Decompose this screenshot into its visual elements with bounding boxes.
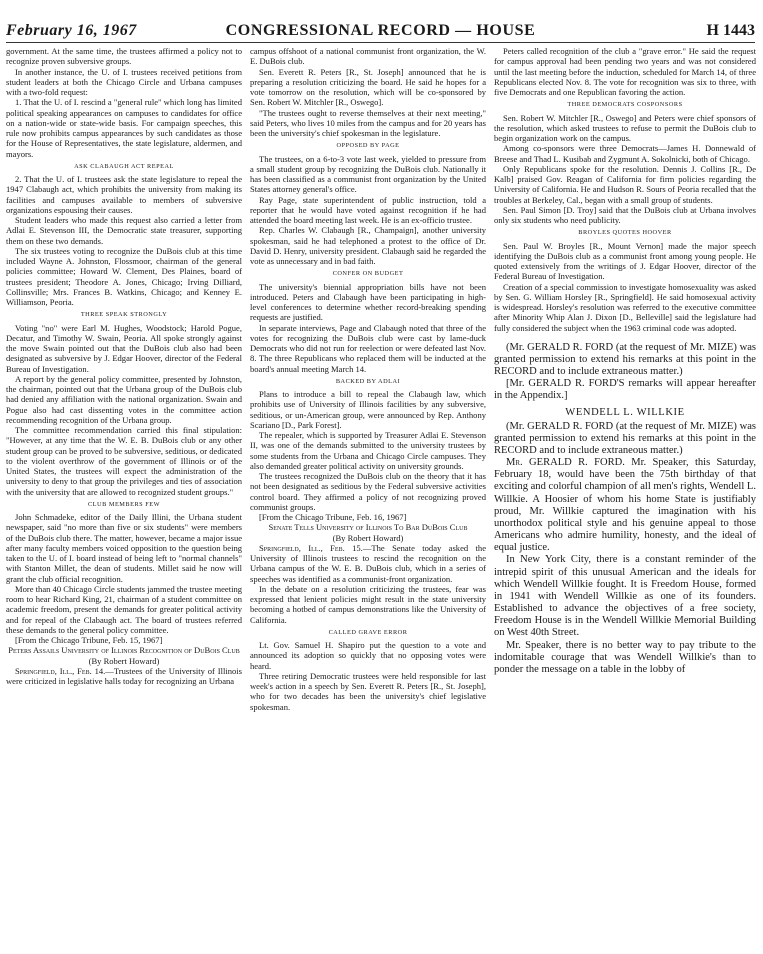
- paragraph: Ray Page, state superintendent of public instruction, told a reporter that he would have voted against recognition if he had attended the board meeting last week. He is an ex-officio trustee.: [250, 194, 486, 225]
- subheading: THREE DEMOCRATS COSPONSORS: [567, 101, 683, 109]
- dateline: Springfield, Ill., Feb. 14.: [15, 665, 106, 676]
- subheading: ASK CLABAUGH ACT REPEAL: [74, 162, 174, 170]
- paragraph: Creation of a special commission to investigate homosexuality was asked by Sen. G. William Horsley [R., Springfield]. He said homosexual activity is widespread. Horsley's resolution was referred to the executive committee after Minority Whip Alan J. Dixon [D., Belleville] said the legislature had fully considered the subject when the 1963 criminal code was adopted.: [494, 281, 756, 333]
- paragraph: In another instance, the U. of I. trustees received petitions from student leaders at both the Chicago Circle and Urbana campuses with a two-fold request:: [6, 66, 242, 97]
- paragraph: 1. That the U. of I. rescind a "general rule" which long has limited political speaking appearances on campuses to candidates for office on a nation-wide or state-wide basis. For campaign speeches, this rule now prohibits campus appearances by such candidates as those for the House of Representatives, the state legislature, aldermen, and mayors.: [6, 97, 242, 159]
- paragraph: government. At the same time, the trustees affirmed a policy not to recognize proven subversive groups.: [6, 46, 242, 67]
- subheading: CLUB MEMBERS FEW: [87, 500, 161, 508]
- paragraph: Lt. Gov. Samuel H. Shapiro put the question to a vote and announced its adoption so quickly that no opposing votes were heard.: [250, 640, 486, 671]
- paragraph: Sen. Everett R. Peters [R., St. Joseph] announced that he is preparing a resolution criticizing the board. He said he hopes for a vote tomorrow on the resolution, which will be co-sponsored by Sen. Robert W. Mitchler [R., Oswego].: [250, 66, 486, 108]
- paragraph: Springfield, Ill., Feb. 14.—Trustees of the University of Illinois were criticized in legislative halls today for recognizing an Urbana: [6, 665, 242, 686]
- paragraph: Rep. Charles W. Clabaugh [R., Champaign], another university spokesman, said he had telephoned a protest to the office of Dr. David D. Henry, university president. Clabaugh said he regarded the vote as unnecessary and in bad faith.: [250, 225, 486, 266]
- subheading: OPPOSED BY PAGE: [336, 142, 400, 150]
- paragraph: The repealer, which is supported by Treasurer Adlai E. Stevenson II, was one of the demands submitted to the university trustees by some students from the Urbana and Chicago Circle campuses. They also demanded greater political activity on university grounds.: [250, 430, 486, 471]
- subheading: CALLED GRAVE ERROR: [328, 628, 408, 636]
- paragraph: Three retiring Democratic trustees were held responsible for last week's action in a speech by Sen. Everett R. Peters [R., St. Joseph], who for two decades has been the university's chief legislative spokesman.: [250, 670, 486, 712]
- speech-paragraph: Mr. Speaker, there is no better way to pay tribute to the indomitable courage that was Wendell Willkie's than to ponder the message on a table in the lobby of: [494, 639, 756, 675]
- column-2: [250, 46, 486, 950]
- subheading: CONFER ON BUDGET: [332, 270, 404, 278]
- paragraph: Plans to introduce a bill to repeal the Clabaugh law, which prohibits use of University of Illinois facilities by any subversive, seditious, or un-American group, were announced by Rep. Anthony Scariano [D., Park Forest].: [250, 389, 486, 430]
- subheading: THREE SPEAK STRONGLY: [80, 311, 168, 319]
- speaker-name: Mr. GERALD R. FORD.: [506, 457, 625, 469]
- paragraph: More than 40 Chicago Circle students jammed the trustee meeting room to hear Richard King, 21, chairman of a student committee on academic freedom, present the demands for greater political activity and for repeal of the Clabaugh act. The board of trustees referred these demands to the general policy committee.: [6, 583, 242, 635]
- subheading: BACKED BY ADLAI: [335, 377, 401, 385]
- speech-paragraph: Mr. GERALD R. FORD. Mr. Speaker, this Saturday, February 18, would have been the 75th birthday of that exciting and colorful champion of all men's rights, Wendell L. Willkie. A Hoosier of whom his home State is justifiably proud, Mr. Willkie captured the imagination with his unorthodox political style and his genuine appeal to those Americans who admire humility, honesty, and the ideal of equal justice.: [494, 457, 756, 554]
- column-3: [494, 46, 756, 950]
- paragraph: Voting "no" were Earl M. Hughes, Woodstock; Harold Pogue, Decatur, and Timothy W. Swain, Peoria. All spoke strongly against the move Swain pointed out that the DuBois club also had been designated as subversive by J. Edgar Hoover, director of the Federal Bureau of Investigation.: [6, 322, 242, 374]
- paragraph: Springfield, Ill., Feb. 15.—The Senate today asked the University of Illinois trustees to rescind the recognition on the Urbana campus of the W. E. B. DuBois club, which in a series of speeches was identified as a communist-front organization.: [250, 542, 486, 584]
- header-page-number: H 1443: [706, 22, 755, 39]
- paragraph: campus offshoot of a national communist front organization, the W. E. DuBois club.: [250, 46, 486, 67]
- paragraph: The trustees recognized the DuBois club on the theory that it has not been designated as seditious by the Federal subversive activities control board. They affirmed a policy of not recognizing proved communist groups.: [250, 471, 486, 512]
- paragraph: Only Republicans spoke for the resolution. Dennis J. Collins [R., De Kalb] praised Gov. Reagan of California for firm policies regarding the University of California. He and Hudson R. Sours of Peoria recalled that the troubles at Berkeley, Cal., began with a small group of students.: [494, 163, 756, 205]
- paragraph: Peters called recognition of the club a "grave error." He said the request for campus approval had been pending two years and was not considered until the last meeting before the induction, scheduled for March 14, of three Republicans elected Nov. 8. The vote for recognition was six to three, with five Democrats and one Republican favoring the action.: [494, 46, 756, 97]
- source-citation: [From the Chicago Tribune, Feb. 16, 1967]: [259, 512, 407, 522]
- page-header: [6, 22, 755, 44]
- extension-notice: (Mr. GERALD R. FORD (at the request of Mr. MIZE) was granted permission to extend his remarks at this point in the RECORD and to include extraneous matter.): [494, 420, 756, 456]
- column-1: [6, 46, 242, 950]
- ford-remarks-section: [494, 333, 756, 676]
- paragraph: John Schmadeke, editor of the Daily Illini, the Urbana student newspaper, said "no more than five or six students" were members of the DuBois club there. The matter, however, became a major issue after many faculty members voiced opposition to the question being taken to the U. of I. board instead of being left to "normal channels" with Stanton Millet, the dean of students. Millet said he now will grant the club official recognition.: [6, 512, 242, 584]
- paragraph: The committee recommendation carried this final stipulation: "However, at any time that the W. E. B. DuBois club or any other student group can be proved to be subversive, seditious, or dedicated to the violent overthrow of the government of Illinois or of the United States, the trustees will expect the administration of the university to deny to that group the privileges and ties of association with the university that are allowed to recognized student groups.": [6, 425, 242, 497]
- article-headline: Peters Assails University of Illinois Recognition of DuBois Club: [8, 645, 240, 656]
- paragraph: Sen. Robert W. Mitchler [R., Oswego] and Peters were chief sponsors of the resolution, which asked trustees to refuse to permit the DuBois club to begin organization work on the campus.: [494, 112, 756, 143]
- dateline: Springfield, Ill., Feb. 15.: [259, 542, 363, 553]
- paragraph: In separate interviews, Page and Clabaugh noted that three of the votes for recognizing the DuBois club were cast by lame-duck Democrats who did not run for reelection or were defeated last Nov. 8. The three Republicans who replaced them will be inducted at the board's annual meeting March 14.: [250, 322, 486, 374]
- paragraph: A report by the general policy committee, presented by Johnston, the chairman, pointed out that the Urbana group of the DuBois club had denied any affiliation with the national organization. Swain and Pogue also had cast dissenting votes in the committee action recommending recognition of the Urbana group.: [6, 373, 242, 425]
- paragraph: In the debate on a resolution criticizing the trustees, fear was expressed that lenient policies might result in the state university becoming a hotbed of campus demonstrations like the University of California.: [250, 583, 486, 625]
- paragraph: The six trustees voting to recognize the DuBois club at this time included Wayne A. Johnston, Flossmoor, chairman of the general policies committee; Howard W. Clement, Des Plaines, board of trustees president; Theodore A. Jones, Chicago; Irving Dilliard, Collinsville; Mrs. Frances B. Watkins, Chicago; and Kenney E. Williamson, Peoria.: [6, 245, 242, 307]
- article-headline: Senate Tells University of Illinois To Bar DuBois Club: [268, 522, 468, 533]
- paragraph: The trustees, on a 6-to-3 vote last week, yielded to pressure from a small student group by recognizing the DuBois club. Nationally it has been classified as a communist front organization by the United States attorney general's office.: [250, 153, 486, 195]
- header-rule: [6, 42, 755, 43]
- paragraph: Student leaders who made this request also carried a letter from Adlai E. Stevenson III, the Democratic state treasurer, supporting them on these two demands.: [6, 215, 242, 246]
- paragraph: Sen. Paul Simon [D. Troy] said that the DuBois club at Urbana involves only six students who need publicity.: [494, 204, 756, 225]
- paragraph: Among co-sponsors were three Democrats—James H. Donnewald of Breese and Thad L. Kusibab and Zygmunt A. Sokolnicki, both of Chicago.: [494, 143, 756, 164]
- subheading: BROYLES QUOTES HOOVER: [578, 229, 672, 237]
- source-citation: [From the Chicago Tribune, Feb. 15, 1967]: [15, 635, 163, 645]
- article-byline: (By Robert Howard): [88, 655, 160, 666]
- appendix-notice: [Mr. GERALD R. FORD'S remarks will appear hereafter in the Appendix.]: [494, 378, 756, 402]
- paragraph: Sen. Paul W. Broyles [R., Mount Vernon] made the major speech identifying the DuBois club as a communist front among young people. He quoted extensively from the writings of J. Edgar Hoover, director of the Federal Bureau of Investigation.: [494, 240, 756, 282]
- speech-paragraph: In New York City, there is a constant reminder of the intrepid spirit of this unusual American and the ideals for which Wendell Willkie fought. It is Freedom House, formed in 1941 with Wendell Willkie as one of its founders. Established to advance the objectives of a free society, Freedom House is in the Wendell Willkie Memorial Building on West 40th Street.: [494, 554, 756, 639]
- extension-notice: (Mr. GERALD R. FORD (at the request of Mr. MIZE) was granted permission to extend his remarks at this point in the RECORD and to include extraneous matter.): [494, 341, 756, 378]
- paragraph: 2. That the U. of I. trustees ask the state legislature to repeal the 1947 Clabaugh act, which prohibits the university from making its facilities and campuses available to members of subversive organizations espousing their causes.: [6, 174, 242, 215]
- paragraph: "The trustees ought to reverse themselves at their next meeting," said Peters, who lives 10 miles from the campus and for 20 years has been the university's chief spokesman in the legislature.: [250, 107, 486, 138]
- article-byline: (By Robert Howard): [332, 532, 404, 543]
- header-date: February 16, 1967: [6, 22, 137, 39]
- header-title: CONGRESSIONAL RECORD — HOUSE: [225, 22, 536, 39]
- paragraph: The university's biennial appropriation bills have not been introduced. Peters and Clabaugh have been participating in high-level conferences to determine whether record-breaking spending requests are justified.: [250, 281, 486, 323]
- section-title: WENDELL L. WILLKIE: [565, 406, 685, 418]
